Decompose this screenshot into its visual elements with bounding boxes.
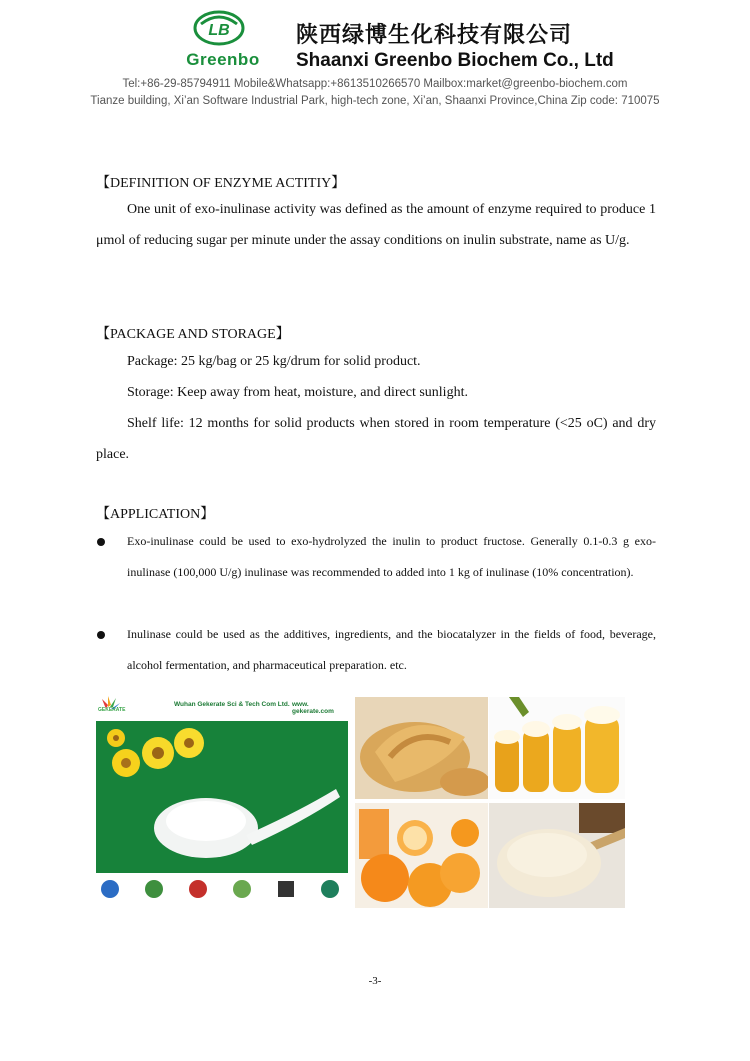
contact-info: Tel:+86-29-85794911 Mobile&Whatsapp:+8613510266570 Mailbox:market@greenbo-biochem.com <box>122 78 628 90</box>
dough-photo <box>489 803 625 908</box>
definition-heading: 【DEFINITION OF ENZYME ACTITIY】 <box>96 176 346 191</box>
company-name-english: Shaanxi Greenbo Biochem Co., Ltd <box>296 50 614 71</box>
gekerate-brand: GEKERATE <box>98 707 126 713</box>
bullet-icon <box>97 538 105 546</box>
page-number: -3- <box>368 975 382 987</box>
product-image <box>96 693 348 908</box>
logo-text: Greenbo <box>186 50 260 69</box>
application-bullet-2: Inulinase could be used as the additives, ingredients, and the biocatalyzer in the fields of food, beverage, alcohol fermentation, and pharmaceutical preparation. etc. <box>127 627 656 672</box>
package-heading: 【PACKAGE AND STORAGE】 <box>96 327 290 342</box>
bullet-icon <box>97 631 105 639</box>
company-name-chinese: 陕西绿博生化科技有限公司 <box>296 23 573 48</box>
definition-text: One unit of exo-inulinase activity was defined as the amount of enzyme required to produce 1 μmol of reducing sugar per minute under the assay conditions on inulin substrate, name as U/g. <box>96 202 656 248</box>
shelf-life-text: Shelf life: 12 months for solid products when stored in room temperature (<25 oC) and dry place. <box>96 416 656 462</box>
greenbo-logo-icon <box>193 10 245 46</box>
svg-text:LB: LB <box>208 22 230 39</box>
orange-photo <box>355 803 488 908</box>
storage-line: Storage: Keep away from heat, moisture, and direct sunlight. <box>127 385 468 400</box>
gekerate-website: www. gekerate.com <box>292 701 334 715</box>
address-info: Tianze building, Xi’an Software Industrial Park, high-tech zone, Xi’an, Shaanxi Province,China Zip code: 710075 <box>90 95 660 107</box>
package-line: Package: 25 kg/bag or 25 kg/drum for solid product. <box>127 354 421 369</box>
pastry-photo <box>355 697 488 799</box>
product-photo <box>96 693 348 908</box>
beer-photo <box>489 697 625 799</box>
gekerate-company: Wuhan Gekerate Sci & Tech Com Ltd. <box>174 701 290 708</box>
application-heading: 【APPLICATION】 <box>96 507 215 522</box>
application-bullet-1: Exo-inulinase could be used to exo-hydrolyzed the inulin to product fructose. Generally 0.1-0.3 g exo-inulinase (100,000 U/g) inulinase was recommended to added into 1 kg of inulinase (10% concentration). <box>127 534 656 579</box>
